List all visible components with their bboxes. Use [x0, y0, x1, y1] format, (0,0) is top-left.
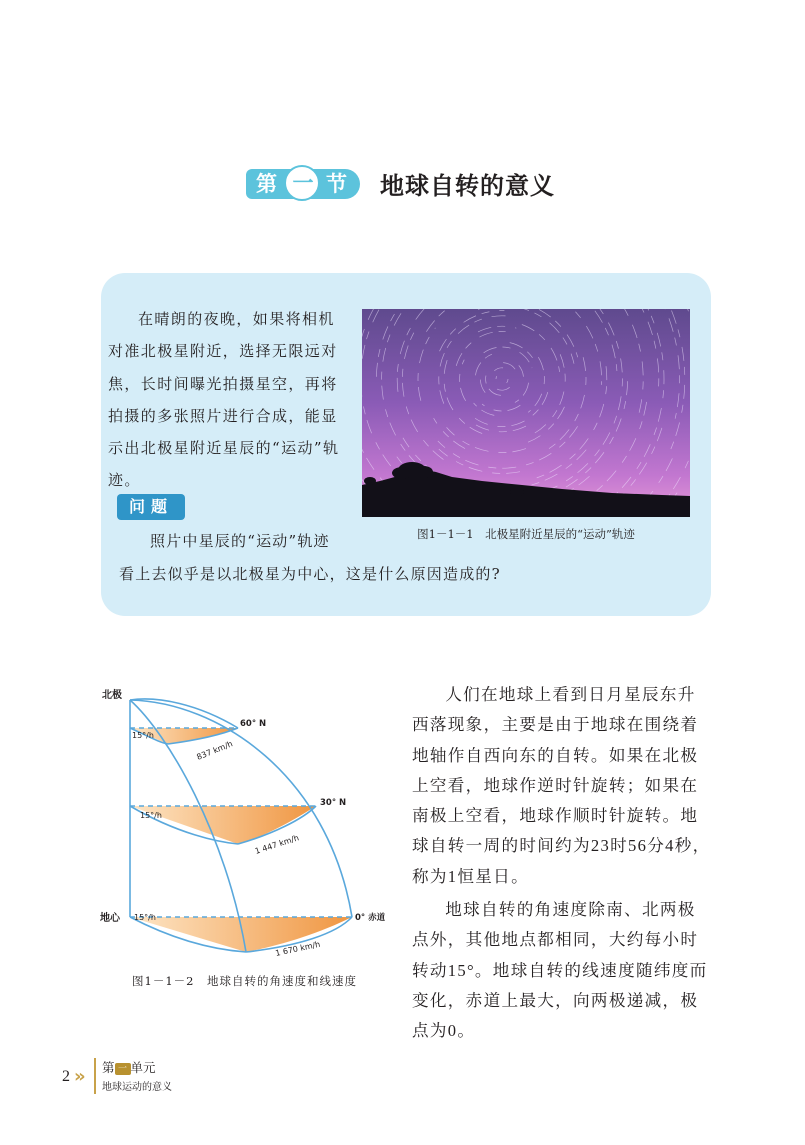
- label-north-pole: 北极: [102, 690, 122, 701]
- unit-prefix: 第: [102, 1060, 115, 1075]
- question-text-line2: 看上去似乎是以北极星为中心，这是什么原因造成的?: [119, 565, 501, 583]
- linear-speed-0: 1 670 km/h: [274, 939, 322, 958]
- unit-number-badge: 一: [115, 1063, 131, 1075]
- page-number: 2: [62, 1068, 70, 1085]
- question-badge: 问题: [117, 494, 185, 520]
- diagram-caption: 图1－1－2 地球自转的角速度和线速度: [132, 974, 357, 988]
- unit-label: [102, 1058, 156, 1076]
- label-equator: 0° 赤道: [355, 913, 386, 923]
- rotation-velocity-diagram: [98, 684, 388, 960]
- footer-divider: [94, 1058, 96, 1094]
- unit-title: 地球运动的意义: [102, 1082, 172, 1093]
- unit-suffix: 单元: [130, 1060, 156, 1075]
- photo-caption: 图1－1－1 北极星附近星辰的“运动”轨迹: [417, 527, 635, 541]
- label-lat-30: 30° N: [320, 798, 347, 808]
- linear-speed-30: 1 447 km/h: [253, 833, 301, 856]
- body-paragraph-1: 人们在地球上看到日月星辰东升西落现象，主要是由于地球在围绕着地轴作自西向东的自转。如果在北极上空看，地球作逆时针旋转；如果在南极上空看，地球作顺时针旋转。地球自转一周的时间约为23时56分4秒，称为1恒星日。: [412, 685, 711, 886]
- section-badge-left: 第: [256, 172, 277, 196]
- body-text: [412, 680, 712, 1047]
- angular-speed-60: 15°/h: [132, 731, 154, 740]
- star-trails-photo: [362, 309, 690, 517]
- section-badge-number: 一: [292, 171, 314, 195]
- section-heading: [246, 165, 555, 201]
- angular-speed-30: 15°/h: [140, 811, 162, 820]
- chevron-right-icon: »: [74, 1066, 86, 1087]
- label-earth-center: 地心: [100, 913, 120, 924]
- label-lat-60: 60° N: [240, 719, 267, 729]
- section-badge-right: 节: [326, 172, 347, 196]
- question-text-line1: 照片中星辰的“运动”轨迹: [150, 532, 330, 550]
- activity-intro-text: 在晴朗的夜晚，如果将相机对准北极星附近，选择无限远对焦，长时间曝光拍摄星空，再将拍摄的多张照片进行合成，能显示出北极星附近星辰的“运动”轨迹。: [108, 310, 340, 490]
- linear-speed-60: 837 km/h: [195, 739, 234, 762]
- section-title: 地球自转的意义: [380, 171, 555, 200]
- body-paragraph-2: 地球自转的角速度除南、北两极点外，其他地点都相同，大约每小时转动15°。地球自转的线速度随纬度而变化，赤道上最大，向两极递减，极点为0。: [412, 900, 708, 1041]
- section-number-badge: [246, 165, 360, 201]
- angular-speed-0: 15°/h: [134, 913, 156, 922]
